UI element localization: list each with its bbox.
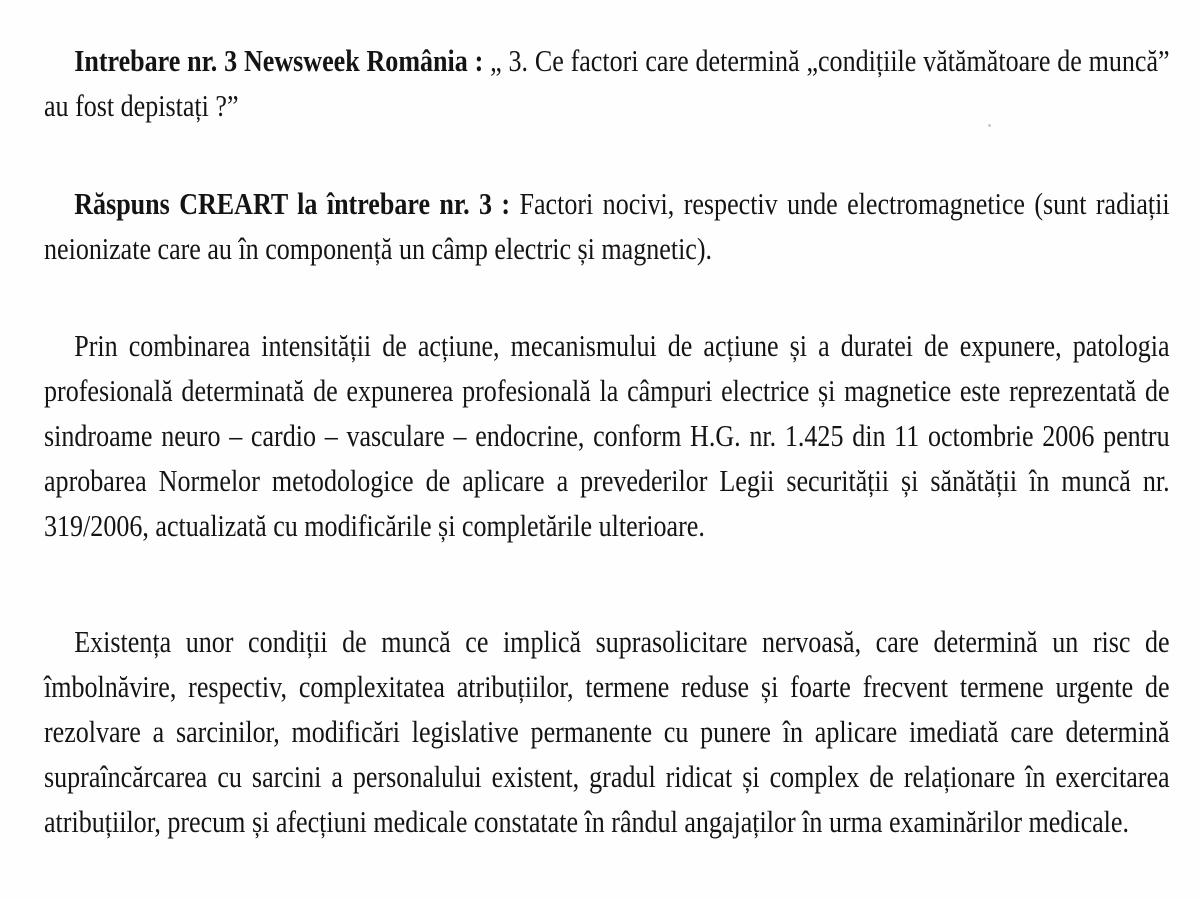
question-label: Intrebare nr. 3 Newsweek România :: [74, 43, 484, 78]
answer-paragraph: [44, 181, 1170, 271]
answer-label: Răspuns CREART la întrebare nr. 3 :: [74, 186, 511, 221]
question-paragraph: [44, 38, 1170, 128]
answer-text: Factori nocivi, respectiv unde electromagnetice (sunt radiații neionizate care au în componență un câmp electric și magnetic).: [44, 186, 1170, 266]
body-paragraph-conditions: Existența unor condiții de muncă ce implică suprasolicitare nervoasă, care determină un risc de îmbolnăvire, respectiv, complexitatea atribuțiilor, termene reduse și foarte frecvent termene urgente de rezolvare a sarcinilor, modificări legislative permanente cu punere în aplicare imediată care determină supraîncărcarea cu sarcini a personalului existent, gradul ridicat și complex de relaționare în exercitarea atribuțiilor, precum și afecțiuni medicale constatate în rândul angajaților în urma examinărilor medicale.: [44, 624, 1170, 839]
question-text: „ 3. Ce factori care determină „condițiile vătămătoare de muncă” au fost depistați ?”: [44, 43, 1170, 123]
body-paragraph-pathology: Prin combinarea intensității de acțiune, mecanismului de acțiune și a duratei de expunere, patologia profesională determinată de expunerea profesională la câmpuri electrice și magnetice este reprezentată de sindroame neuro – cardio – vasculare – endocrine, conform H.G. nr. 1.425 din 11 octombrie 2006 pentru aprobarea Normelor metodologice de aplicare a prevederilor Legii securității și sănătății în muncă nr. 319/2006, actualizată cu modificările și completările ulterioare.: [44, 328, 1170, 543]
scan-speck: [988, 124, 991, 127]
